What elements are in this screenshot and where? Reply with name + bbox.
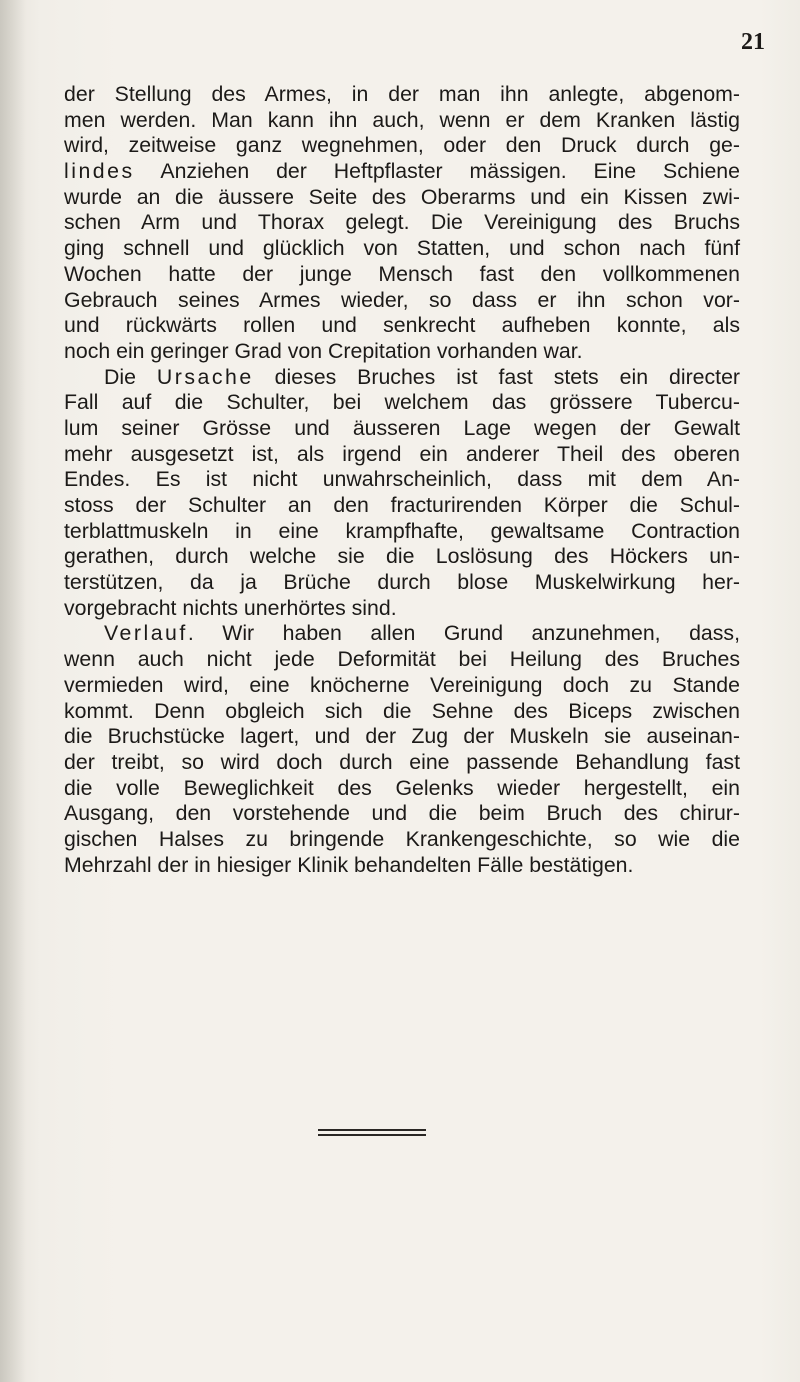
body-text [64,82,740,878]
section-divider-rule [318,1129,426,1131]
text-line: Endes. Es ist nicht unwahrscheinlich, dass mit dem An- [64,467,740,492]
section-divider-rule [318,1134,426,1136]
text-line: mehr ausgesetzt ist, als irgend ein anderer Theil des oberen [64,441,740,466]
text-line: terblattmuskeln in eine krampfhafte, gewaltsame Contraction [64,518,740,543]
spaced-emphasis: Ursache [156,364,254,389]
text-line: gerathen, durch welche sie die Loslösung des Höckers un- [64,544,740,569]
spaced-emphasis: lindes [64,159,135,184]
text-line: Wochen hatte der junge Mensch fast den vollkommenen [64,261,740,286]
text-line: schen Arm und Thorax gelegt. Die Vereinigung des Bruchs [64,210,740,235]
text-line: lindes Anziehen der Heftpflaster mässigen. Eine Schiene [64,159,740,184]
text-line: lum seiner Grösse und äusseren Lage wegen der Gewalt [64,415,740,440]
text-line: men werden. Man kann ihn auch, wenn er dem Kranken lästig [64,107,740,132]
text-line: wird, zeitweise ganz wegnehmen, oder den Druck durch ge- [64,133,740,158]
gutter-shadow [0,0,26,1382]
text-line: noch ein geringer Grad von Crepitation vorhanden war. [64,338,583,363]
text-line: Die Ursache dieses Bruches ist fast stets ein directer [104,364,741,389]
page-number: 21 [741,29,765,55]
text-line: Ausgang, den vorstehende und die beim Bruch des chirur- [64,801,740,826]
spaced-emphasis: Verlauf [104,621,188,646]
text-line: stoss der Schulter an den fracturirenden Körper die Schul- [64,493,740,517]
text-line: ging schnell und glücklich von Statten, und schon nach fünf [64,236,740,261]
text-line: der treibt, so wird doch durch eine passende Behandlung fast [64,749,740,774]
text-line: Mehrzahl der in hiesiger Klinik behandelten Fälle bestätigen. [64,852,634,877]
text-line: der Stellung des Armes, in der man ihn anlegte, abgenom- [64,82,740,106]
text-line: die volle Beweglichkeit des Gelenks wieder hergestellt, ein [64,775,740,800]
text-line: terstützen, da ja Brüche durch blose Muskelwirkung her- [64,570,740,595]
text-line: Gebrauch seines Armes wieder, so dass er ihn schon vor- [64,287,740,312]
text-line: und rückwärts rollen und senkrecht aufheben konnte, als [64,313,740,338]
text-line: vorgebracht nichts unerhörtes sind. [64,595,397,620]
text-line: kommt. Denn obgleich sich die Sehne des Biceps zwischen [64,698,740,723]
text-line: wenn auch nicht jede Deformität bei Heilung des Bruches [64,647,740,672]
text-line: wurde an die äussere Seite des Oberarms und ein Kissen zwi- [64,184,740,209]
text-line: Verlauf. Wir haben allen Grund anzunehmen, dass, [104,621,740,646]
text-line: gischen Halses zu bringende Krankengeschichte, so wie die [64,826,740,851]
text-line: vermieden wird, eine knöcherne Vereinigung doch zu Stande [64,672,740,697]
text-line: Fall auf die Schulter, bei welchem das grössere Tubercu- [64,390,740,415]
text-line: die Bruchstücke lagert, und der Zug der Muskeln sie auseinan- [64,724,740,749]
